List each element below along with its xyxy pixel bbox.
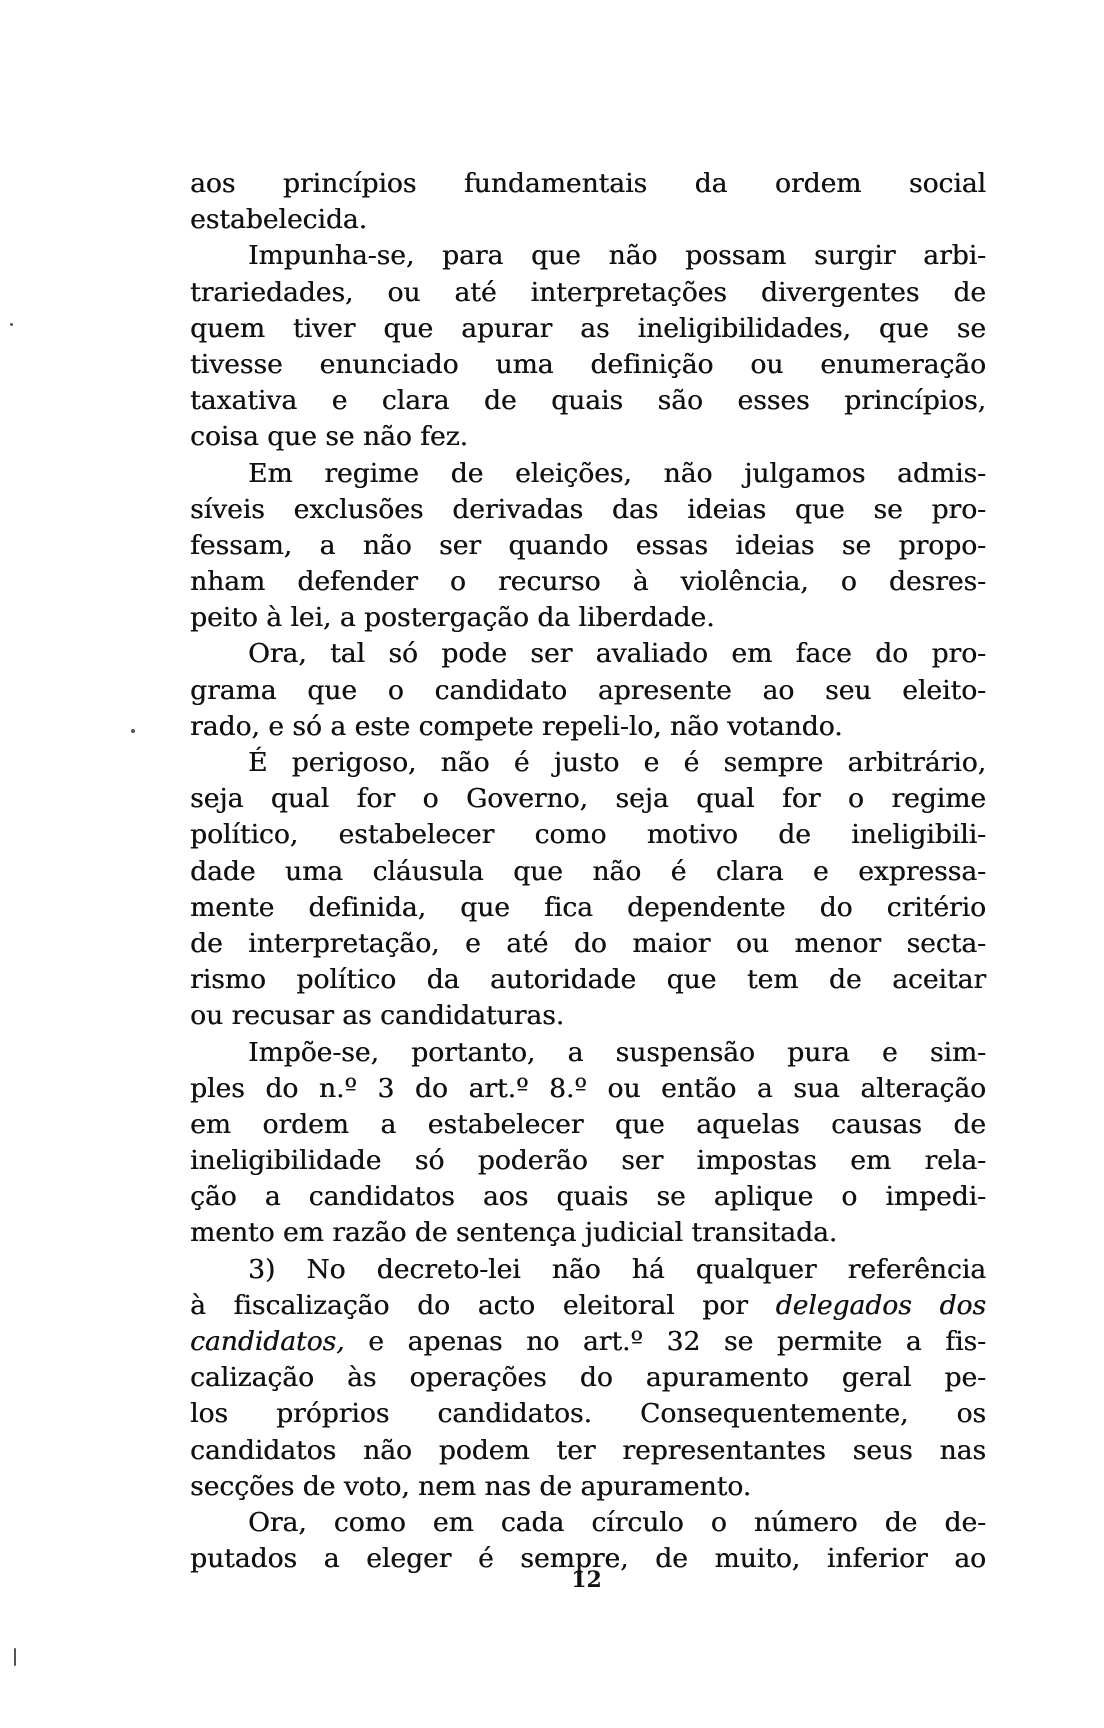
text-line: dade uma cláusula que não é clara e expressa- bbox=[190, 855, 986, 887]
text-line: secções de voto, nem nas de apuramento. bbox=[190, 1470, 752, 1502]
text-line: mente definida, que fica dependente do critério bbox=[190, 891, 986, 923]
text-line: É perigoso, não é justo e é sempre arbitrário, bbox=[248, 747, 986, 778]
text-line: político, estabelecer como motivo de ineligibili- bbox=[190, 819, 986, 851]
scan-speck bbox=[10, 323, 13, 326]
text-line: Ora, como em cada círculo o número de de- bbox=[248, 1506, 986, 1538]
scan-speck bbox=[14, 1648, 16, 1666]
text-line: rado, e só a este compete repeli-lo, não votando. bbox=[190, 710, 843, 742]
text-line: ção a candidatos aos quais se aplique o impedi- bbox=[190, 1181, 986, 1213]
page-body-text bbox=[190, 166, 986, 1577]
scan-speck bbox=[131, 729, 135, 733]
text-line: em ordem a estabelecer que aquelas causas de bbox=[190, 1108, 986, 1140]
text-line: estabelecida. bbox=[190, 204, 368, 236]
text-line: quem tiver que apurar as ineligibilidades, que se bbox=[190, 312, 986, 344]
text-line: de interpretação, e até do maior ou menor secta- bbox=[190, 927, 986, 959]
text-line: síveis exclusões derivadas das ideias que se pro- bbox=[190, 493, 986, 525]
text-line: putados a eleger é sempre, de muito, inferior ao bbox=[190, 1543, 986, 1575]
italic-text-run: candidatos, bbox=[190, 1326, 345, 1357]
text-line: Impunha-se, para que não possam surgir arbi- bbox=[248, 240, 986, 272]
text-line: candidatos não podem ter representantes seus nas bbox=[190, 1434, 986, 1466]
text-line: aos princípios fundamentais da ordem social bbox=[190, 168, 986, 199]
text-line: seja qual for o Governo, seja qual for o regime bbox=[190, 783, 986, 815]
text-line: mento em razão de sentença judicial transitada. bbox=[190, 1217, 838, 1249]
text-line: rismo político da autoridade que tem de aceitar bbox=[190, 964, 986, 996]
text-line: Ora, tal só pode ser avaliado em face do pro- bbox=[248, 638, 986, 670]
page-number: 12 bbox=[571, 1567, 602, 1593]
text-line: fessam, a não ser quando essas ideias se propo- bbox=[190, 529, 986, 561]
text-line: ples do n.º 3 do art.º 8.º ou então a sua alteração bbox=[190, 1072, 986, 1104]
text-line: ou recusar as candidaturas. bbox=[190, 1000, 565, 1032]
text-line: coisa que se não fez. bbox=[190, 421, 468, 453]
text-line: trariedades, ou até interpretações divergentes de bbox=[190, 276, 986, 308]
italic-text-run: delegados dos bbox=[775, 1289, 986, 1321]
text-line: calização às operações do apuramento geral pe- bbox=[190, 1362, 986, 1394]
text-line: los próprios candidatos. Consequentemente, os bbox=[190, 1398, 986, 1430]
text-line: peito à lei, a postergação da liberdade. bbox=[190, 602, 715, 634]
text-run: e apenas no art.º 32 se permite a fis- bbox=[344, 1326, 986, 1357]
text-line: nham defender o recurso à violência, o desres- bbox=[190, 566, 986, 598]
text-line: Impõe-se, portanto, a suspensão pura e sim- bbox=[248, 1036, 986, 1068]
text-run: à fiscalização do acto eleitoral por bbox=[190, 1289, 776, 1321]
text-line: tivesse enunciado uma definição ou enumeração bbox=[190, 348, 986, 380]
text-line: 3) No decreto-lei não há qualquer referência bbox=[248, 1253, 986, 1285]
text-line: Em regime de eleições, não julgamos admis- bbox=[248, 457, 986, 489]
text-line bbox=[190, 1324, 986, 1360]
text-line bbox=[190, 1288, 986, 1324]
text-line: taxativa e clara de quais são esses princípios, bbox=[190, 385, 986, 417]
text-line: grama que o candidato apresente ao seu eleito- bbox=[190, 674, 986, 706]
text-line: ineligibilidade só poderão ser impostas em rela- bbox=[190, 1145, 986, 1177]
